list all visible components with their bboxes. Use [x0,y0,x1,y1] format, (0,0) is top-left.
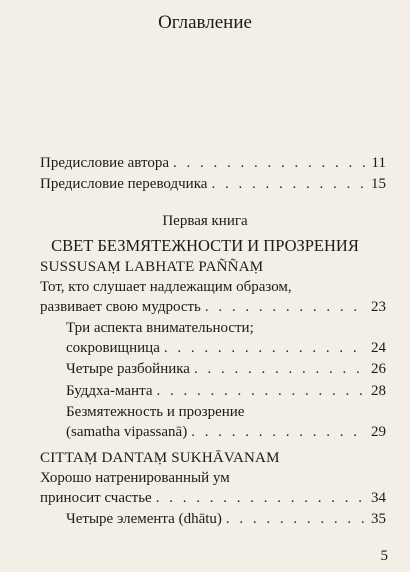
toc-leader-dots [211,176,367,193]
section-pali-title: SUSSUSAṂ LABHATE PAÑÑAṂ [40,259,264,275]
toc-entry-title-line2: приносит счастье [40,490,152,506]
toc-entry-page: 34 [371,490,386,506]
toc-subentry-title: Четыре элемента (dhātu) [66,511,222,527]
toc-leader-dots [194,361,367,378]
toc-entry-listening[interactable] [40,299,386,316]
toc-entry-title: Предисловие автора [40,155,169,171]
toc-entry-title-line1[interactable]: Тот, кто слушает надлежащим образом, [40,279,292,295]
book-label: Первая книга [162,213,248,229]
toc-subentry-title: Четыре разбойника [66,361,190,377]
toc-entry-trained-mind[interactable] [40,490,386,507]
toc-entry-page: 28 [371,383,386,399]
toc-entry-title: Предисловие переводчика [40,176,208,192]
toc-leader-dots [173,155,368,172]
toc-entry-page: 29 [371,424,386,440]
toc-subentry-mindfulness[interactable] [66,340,386,357]
section-pali-title: CITTAṂ DANTAṂ SUKHĀVANAM [40,450,280,466]
toc-subentry-title-line1[interactable]: Безмятежность и прозрение [66,404,245,420]
toc-entry-page: 35 [371,511,386,527]
toc-subentry-title: Буддха-манта [66,383,153,399]
toc-entry-page: 15 [371,176,386,192]
toc-entry-title-line1[interactable]: Хорошо натренированный ум [40,470,230,486]
toc-subentry-buddha-mantra[interactable] [66,383,386,400]
toc-subentry-title-line2: (samatha vipassanā) [66,424,188,440]
toc-entry-title-line2: развивает свою мудрость [40,299,201,315]
toc-subentry-title-line1[interactable]: Три аспекта внимательности; [66,320,254,336]
toc-leader-dots [156,383,367,400]
toc-leader-dots [156,490,367,507]
toc-entry-page: 24 [371,340,386,356]
toc-leader-dots [226,511,367,528]
toc-entry-page: 23 [371,299,386,315]
page-number: 5 [380,548,388,564]
toc-leader-dots [164,340,367,357]
book-title: СВЕТ БЕЗМЯТЕЖНОСТИ И ПРОЗРЕНИЯ [51,236,359,255]
toc-subentry-title-line2: сокровищница [66,340,160,356]
toc-subentry-four-robbers[interactable] [66,361,386,378]
toc-heading: Оглавление [158,12,252,33]
toc-entry-author-preface[interactable] [40,155,386,172]
toc-subentry-samatha[interactable] [66,424,386,441]
toc-entry-translator-preface[interactable] [40,176,386,193]
toc-entry-page: 26 [371,361,386,377]
toc-subentry-four-elements[interactable] [66,511,386,528]
toc-leader-dots [205,299,367,316]
toc-entry-page: 11 [371,155,386,171]
toc-leader-dots [191,424,367,441]
